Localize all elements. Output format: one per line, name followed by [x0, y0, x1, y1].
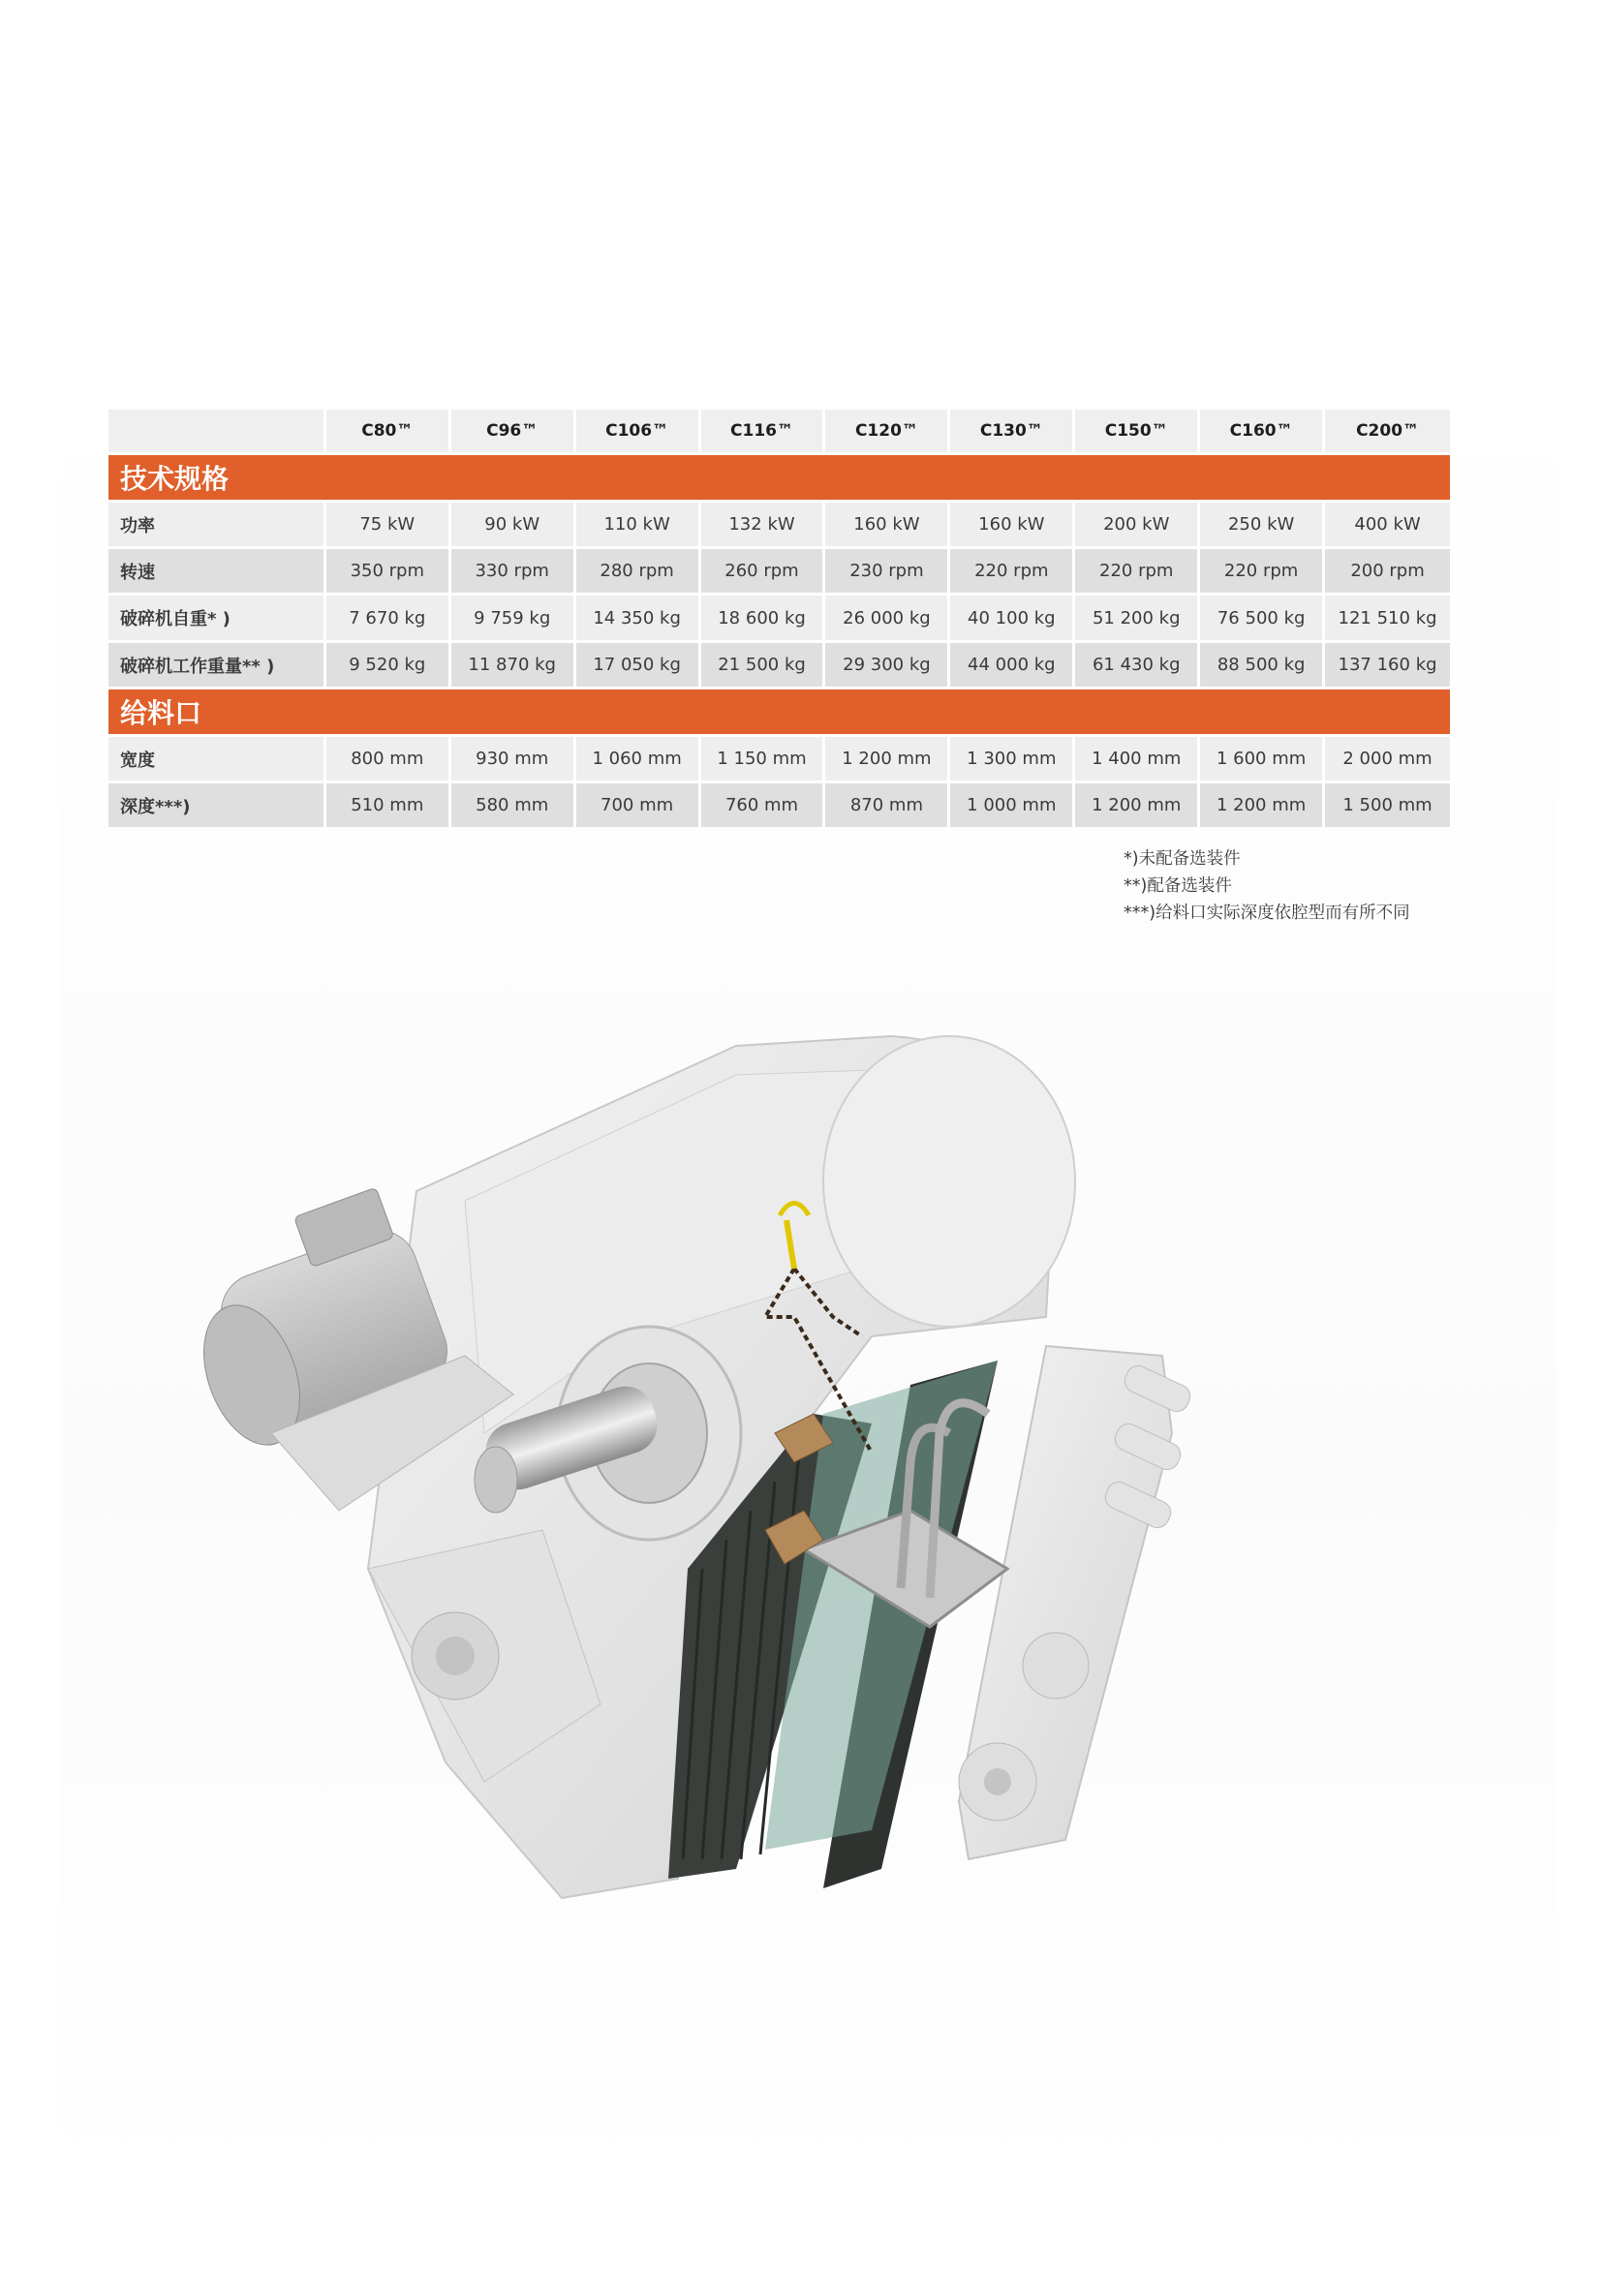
- jaw-crusher-illustration: [194, 1026, 1356, 2034]
- model-header: C200™: [1325, 410, 1450, 452]
- model-header: C96™: [451, 410, 576, 452]
- model-header: C160™: [1200, 410, 1325, 452]
- table-cell: 44 000 kg: [950, 643, 1075, 687]
- row-label: 深度***): [108, 783, 326, 827]
- row-label: 宽度: [108, 737, 326, 781]
- table-cell: 400 kW: [1325, 503, 1450, 546]
- table-cell: 160 kW: [825, 503, 950, 546]
- table-cell: 1 000 mm: [950, 783, 1075, 827]
- table-cell: 132 kW: [701, 503, 826, 546]
- table-cell: 26 000 kg: [825, 596, 950, 640]
- table-cell: 29 300 kg: [825, 643, 950, 687]
- footnotes: [1124, 845, 1410, 927]
- table-cell: 760 mm: [701, 783, 826, 827]
- table-cell: 350 rpm: [326, 549, 451, 593]
- table-cell: 51 200 kg: [1075, 596, 1200, 640]
- table-row-weight: [108, 593, 1450, 640]
- table-cell: 220 rpm: [950, 549, 1075, 593]
- table-cell: 11 870 kg: [451, 643, 576, 687]
- table-cell: 21 500 kg: [701, 643, 826, 687]
- table-cell: 280 rpm: [576, 549, 701, 593]
- table-cell: 200 kW: [1075, 503, 1200, 546]
- table-cell: 14 350 kg: [576, 596, 701, 640]
- table-cell: 18 600 kg: [701, 596, 826, 640]
- table-cell: 800 mm: [326, 737, 451, 781]
- table-cell: 88 500 kg: [1200, 643, 1325, 687]
- table-cell: 90 kW: [451, 503, 576, 546]
- table-cell: 220 rpm: [1075, 549, 1200, 593]
- table-cell: 1 200 mm: [1075, 783, 1200, 827]
- table-cell: 260 rpm: [701, 549, 826, 593]
- table-cell: 110 kW: [576, 503, 701, 546]
- model-header: C130™: [950, 410, 1075, 452]
- table-cell: 76 500 kg: [1200, 596, 1325, 640]
- table-cell: 1 060 mm: [576, 737, 701, 781]
- table-cell: 870 mm: [825, 783, 950, 827]
- model-header-row: [108, 410, 1450, 452]
- table-cell: 200 rpm: [1325, 549, 1450, 593]
- table-cell: 9 759 kg: [451, 596, 576, 640]
- table-cell: 1 600 mm: [1200, 737, 1325, 781]
- table-cell: 160 kW: [950, 503, 1075, 546]
- table-row-depth: [108, 781, 1450, 827]
- table-cell: 220 rpm: [1200, 549, 1325, 593]
- model-header: C150™: [1075, 410, 1200, 452]
- table-cell: 1 150 mm: [701, 737, 826, 781]
- table-row-working-weight: [108, 640, 1450, 687]
- table-cell: 580 mm: [451, 783, 576, 827]
- table-cell: 17 050 kg: [576, 643, 701, 687]
- row-label: 破碎机自重* ): [108, 596, 326, 640]
- spec-table: [108, 410, 1450, 827]
- table-cell: 1 300 mm: [950, 737, 1075, 781]
- table-cell: 700 mm: [576, 783, 701, 827]
- footnote: **)配备选装件: [1124, 876, 1232, 896]
- table-row-speed: [108, 546, 1450, 593]
- table-cell: 930 mm: [451, 737, 576, 781]
- table-cell: 2 000 mm: [1325, 737, 1450, 781]
- table-cell: 330 rpm: [451, 549, 576, 593]
- table-row-power: [108, 500, 1450, 546]
- table-cell: 75 kW: [326, 503, 451, 546]
- section-feed-opening: 给料口: [108, 687, 1450, 734]
- footnote: *)未配备选装件: [1124, 849, 1241, 869]
- model-header: C116™: [701, 410, 826, 452]
- table-row-width: [108, 734, 1450, 781]
- row-label: 功率: [108, 503, 326, 546]
- model-header: C120™: [825, 410, 950, 452]
- footnote: ***)给料口实际深度依腔型而有所不同: [1124, 903, 1410, 923]
- table-cell: 1 200 mm: [1200, 783, 1325, 827]
- table-cell: 1 200 mm: [825, 737, 950, 781]
- row-label: 破碎机工作重量** ): [108, 643, 326, 687]
- table-cell: 1 400 mm: [1075, 737, 1200, 781]
- table-cell: 7 670 kg: [326, 596, 451, 640]
- table-cell: 1 500 mm: [1325, 783, 1450, 827]
- table-cell: 137 160 kg: [1325, 643, 1450, 687]
- row-label: 转速: [108, 549, 326, 593]
- table-cell: 230 rpm: [825, 549, 950, 593]
- table-cell: 510 mm: [326, 783, 451, 827]
- header-blank-cell: [108, 410, 326, 452]
- table-cell: 121 510 kg: [1325, 596, 1450, 640]
- table-cell: 61 430 kg: [1075, 643, 1200, 687]
- table-cell: 250 kW: [1200, 503, 1325, 546]
- model-header: C106™: [576, 410, 701, 452]
- table-cell: 40 100 kg: [950, 596, 1075, 640]
- section-tech-spec: 技术规格: [108, 452, 1450, 500]
- model-header: C80™: [326, 410, 451, 452]
- table-cell: 9 520 kg: [326, 643, 451, 687]
